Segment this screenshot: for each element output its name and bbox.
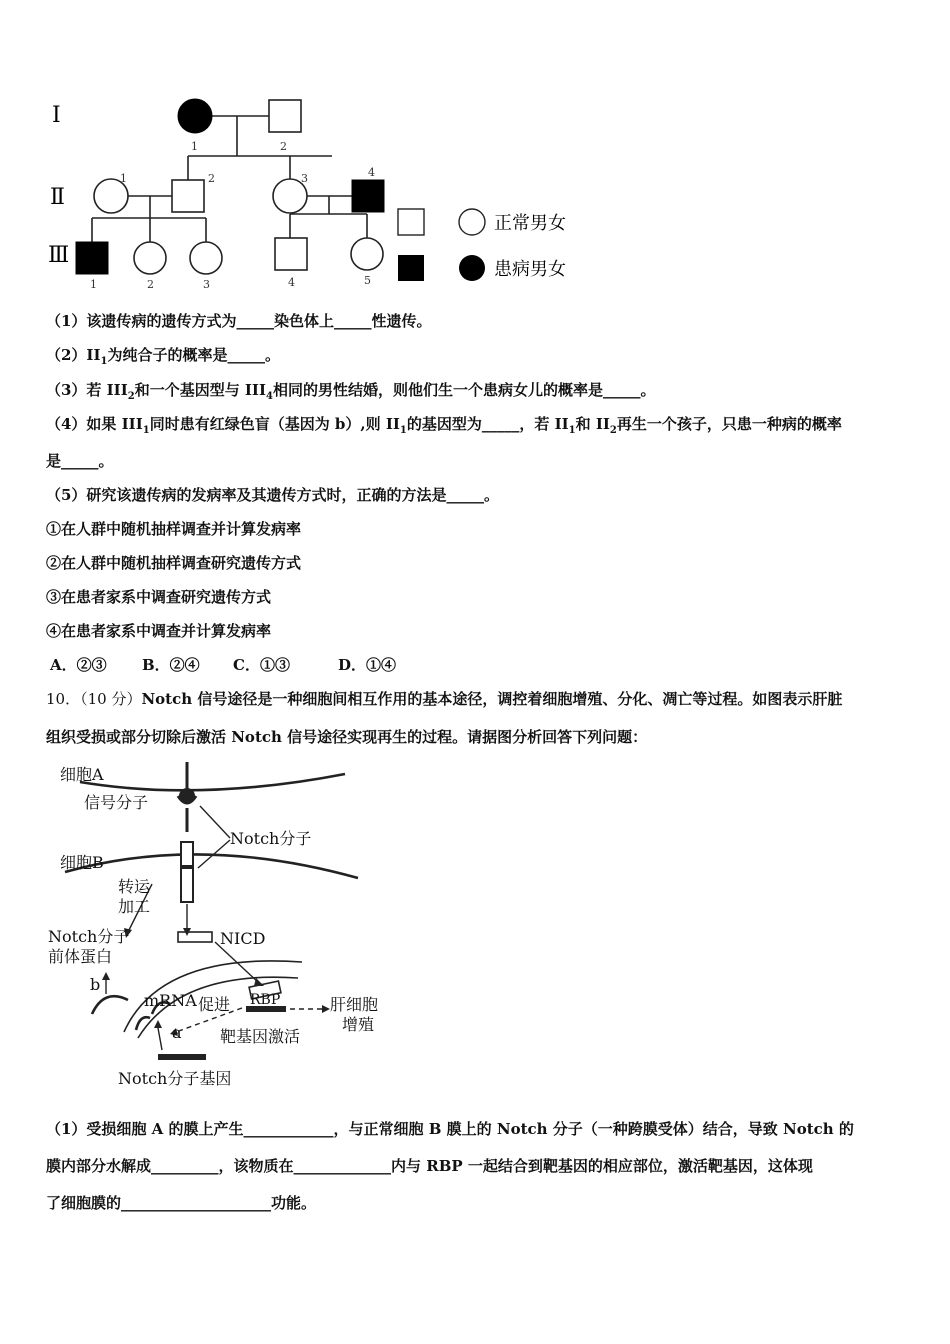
q9-choice-C: C．①③	[233, 656, 290, 674]
q10-part1-line1: （1）受损细胞 A 的膜上产生____________，与正常细胞 B 膜上的 Notch 分子（一种跨膜受体）结合，导致 Notch 的	[46, 1120, 854, 1138]
num-II-2: 2	[208, 172, 215, 185]
label-target-gene: 靶基因激活	[220, 1027, 301, 1046]
label-precursor-line1: Notch分子	[48, 927, 130, 946]
q10-intro-line1	[46, 688, 842, 710]
num-III-4: 4	[288, 276, 295, 289]
q9-p3-sub1: 2	[127, 391, 135, 402]
num-III-2: 2	[147, 278, 154, 291]
q9-p4-a: （4）如果 III	[46, 415, 143, 433]
q9-part4-line2: 是_____。	[46, 452, 114, 470]
num-II-3: 3	[301, 172, 308, 185]
gen-label-I: Ⅰ	[52, 103, 61, 128]
individual-III-2	[134, 242, 166, 274]
individual-III-3	[190, 242, 222, 274]
num-II-4: 4	[368, 166, 375, 179]
label-b: b	[90, 975, 101, 994]
num-II-1: 1	[120, 172, 127, 185]
gen-label-III: Ⅲ	[48, 243, 70, 268]
q10-part1-line2: 膜内部分水解成_________，该物质在_____________内与 RBP 一起结合到靶基因的相应部位，激活靶基因，这体现	[46, 1157, 813, 1175]
label-rbp: RBP	[250, 992, 281, 1008]
label-nicd: NICD	[220, 929, 266, 948]
q10-intro-line2: 组织受损或部分切除后激活 Notch 信号途径实现再生的过程。请据图分析回答下列问题：	[46, 728, 648, 746]
label-precursor-line2: 前体蛋白	[48, 947, 113, 966]
q9-p3-mid: 和一个基因型与 III	[134, 381, 266, 399]
pedigree-chart	[40, 90, 600, 300]
label-mrna: mRNA	[144, 991, 197, 1010]
num-I-1: 1	[191, 140, 198, 153]
individual-II-2	[172, 180, 204, 212]
q10-intro-text1: Notch 信号途径是一种细胞间相互作用的基本途径，调控着细胞增殖、分化、凋亡等过程。如图表示肝脏	[141, 690, 843, 708]
label-notch-gene: Notch分子基因	[118, 1069, 232, 1088]
q9-option-3: ③在患者家系中调查研究遗传方式	[46, 588, 272, 606]
label-a: a	[172, 1023, 182, 1042]
label-liver-line1: 肝细胞	[330, 995, 379, 1014]
q9-choice-B: B．②④	[142, 656, 200, 674]
q9-p4-c: 的基因型为_____，若 II	[406, 415, 569, 433]
q9-part1: （1）该遗传病的遗传方式为_____染色体上_____性遗传。	[46, 312, 432, 330]
q9-part2	[46, 344, 280, 373]
legend-normal-female-icon	[459, 209, 485, 235]
q9-option-1: ①在人群中随机抽样调查并计算发病率	[46, 520, 302, 538]
signal-molecule-icon	[179, 788, 195, 804]
legend-affected-label: 患病男女	[494, 259, 566, 280]
label-cell-b: 细胞B	[60, 853, 104, 872]
q9-choice-A: A．②③	[50, 656, 107, 674]
individual-III-1	[76, 242, 108, 274]
q9-p4-sub4: 2	[609, 425, 617, 436]
q9-p2-sub: 1	[100, 356, 108, 367]
individual-III-4	[275, 238, 307, 270]
q10-number: 10．（10 分）	[46, 690, 142, 708]
individual-III-5	[351, 238, 383, 270]
legend-affected-male-icon	[398, 255, 424, 281]
q9-p4-sub1: 1	[142, 425, 150, 436]
legend-normal-male-icon	[398, 209, 424, 235]
q9-p2-post: 为纯合子的概率是_____。	[107, 346, 280, 364]
q9-part3	[46, 379, 655, 408]
q9-p4-e: 再生一个孩子，只患一种病的概率	[616, 415, 842, 433]
q9-p3-sub2: 4	[265, 391, 273, 402]
legend-normal-label: 正常男女	[494, 213, 566, 234]
q9-choice-D: D．①④	[338, 656, 397, 674]
num-III-5: 5	[364, 274, 371, 287]
q9-p3-post: 相同的男性结婚，则他们生一个患病女儿的概率是_____。	[272, 381, 656, 399]
label-notch-molecule: Notch分子	[230, 829, 312, 848]
individual-I-2	[269, 100, 301, 132]
label-processing: 加工	[118, 897, 151, 916]
q10-part1-line3: 了细胞膜的____________________功能。	[46, 1194, 317, 1212]
q9-p3-pre: （3）若 III	[46, 381, 128, 399]
label-signal-molecule: 信号分子	[84, 793, 149, 812]
num-I-2: 2	[280, 140, 287, 153]
q9-option-2: ②在人群中随机抽样调查研究遗传方式	[46, 554, 302, 572]
q9-p4-sub2: 1	[399, 425, 407, 436]
label-transport: 转运	[118, 877, 151, 896]
gen-label-II: Ⅱ	[50, 185, 65, 210]
num-III-1: 1	[90, 278, 97, 291]
q9-p4-d: 和 II	[575, 415, 610, 433]
q9-part5: （5）研究该遗传病的发病率及其遗传方式时，正确的方法是_____。	[46, 486, 499, 504]
label-liver-line2: 增殖	[342, 1015, 375, 1034]
label-promote: 促进	[198, 995, 231, 1014]
q9-option-4: ④在患者家系中调查并计算发病率	[46, 622, 272, 640]
legend-affected-female-icon	[459, 255, 485, 281]
notch-pathway-diagram	[40, 756, 400, 1096]
individual-I-1	[178, 99, 212, 133]
q9-part4	[46, 413, 842, 442]
num-III-3: 3	[203, 278, 210, 291]
q9-p2-pre: （2）II	[46, 346, 101, 364]
label-cell-a: 细胞A	[60, 765, 104, 784]
individual-II-4	[352, 180, 384, 212]
q9-p4-sub3: 1	[568, 425, 576, 436]
q9-p4-b: 同时患有红绿色盲（基因为 b）,则 II	[149, 415, 400, 433]
